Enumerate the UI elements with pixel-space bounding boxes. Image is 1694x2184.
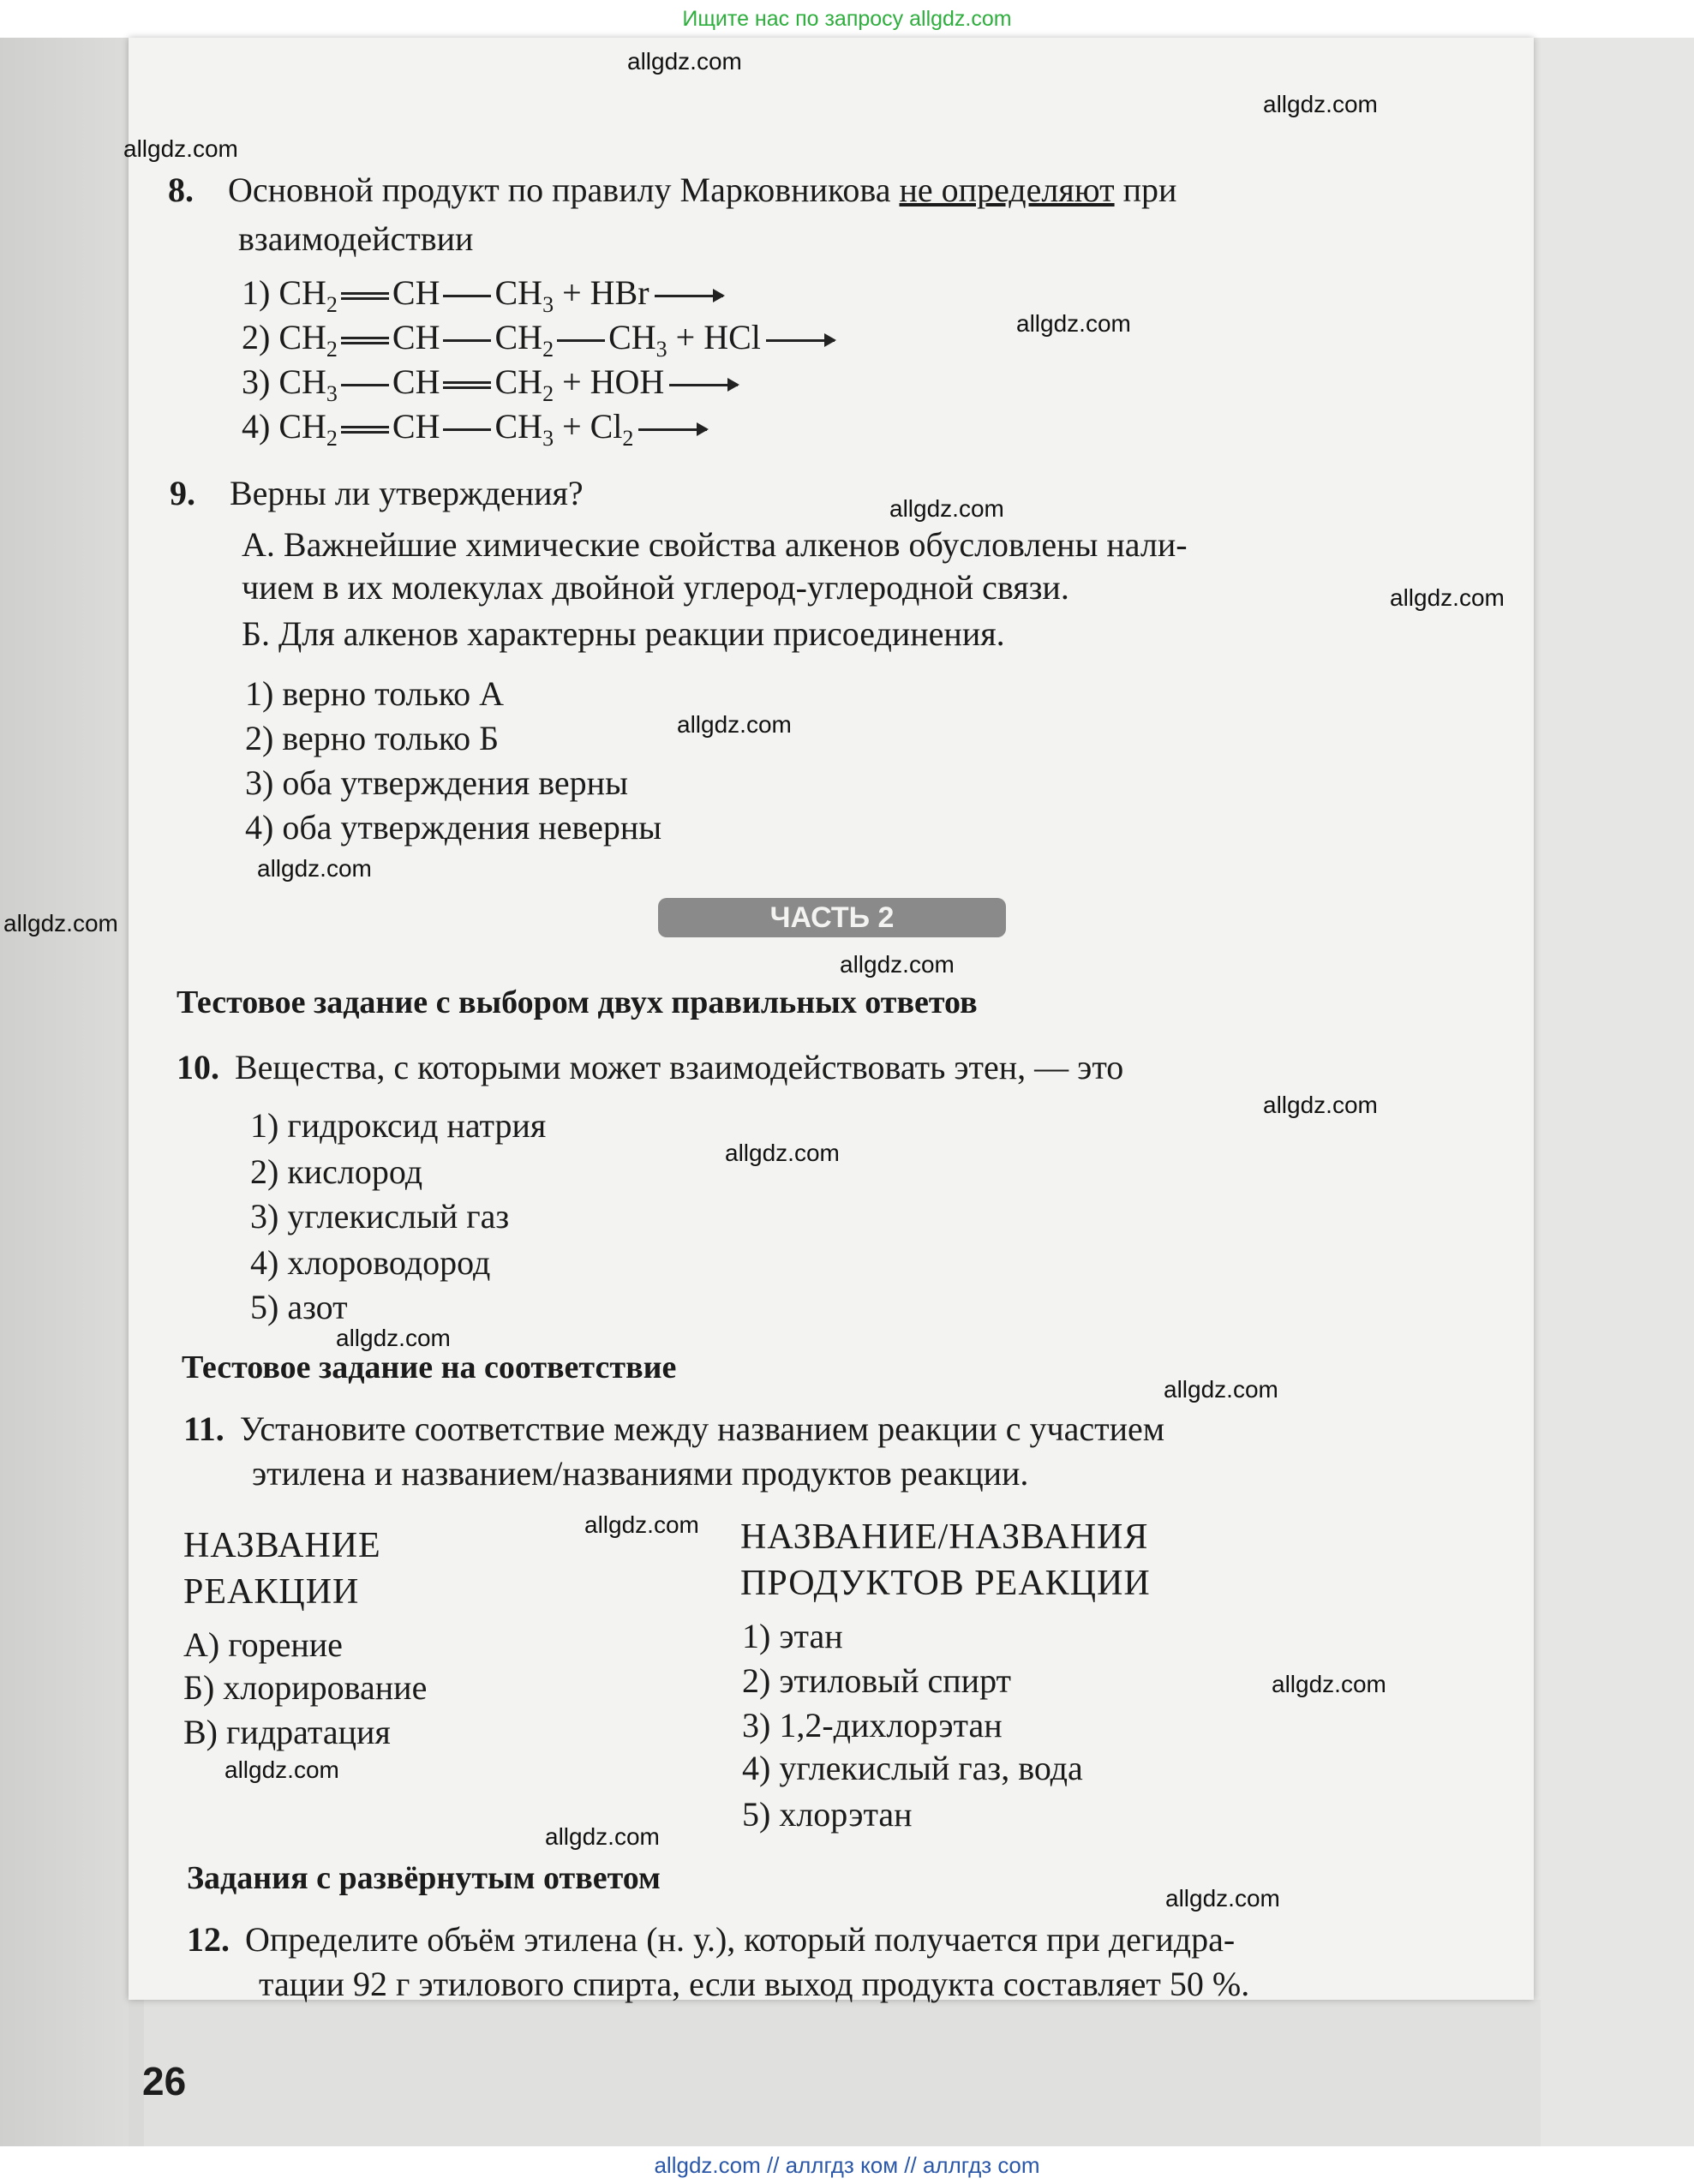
q8-text-c: взаимодействии — [238, 219, 474, 258]
q10-option: 4) хлороводород — [250, 1243, 491, 1282]
watermark: allgdz.com — [336, 1325, 451, 1351]
q11-left-item: В) гидратация — [183, 1713, 391, 1751]
q8-number: 8. — [168, 171, 194, 209]
q11-text-1: Установите соответствие между названием реакции с участием — [239, 1409, 1165, 1448]
q11 — [183, 1409, 1164, 1449]
q9-number: 9. — [170, 474, 195, 512]
q9-option: 1) верно только А — [245, 674, 505, 713]
q12 — [187, 1919, 1235, 1960]
q11-left-header-2: РЕАКЦИИ — [183, 1572, 360, 1612]
q9-option: 2) верно только Б — [245, 719, 500, 757]
watermark: allgdz.com — [224, 1756, 339, 1783]
q12-text-2: тации 92 г этилового спирта, если выход продукта составляет 50 %. — [259, 1965, 1250, 2003]
q9-statement-a-1: А. Важнейшие химические свойства алкенов обусловлены нали- — [242, 525, 1188, 564]
watermark: allgdz.com — [123, 135, 238, 162]
q11-left-header-1: НАЗВАНИЕ — [183, 1526, 381, 1565]
arrow-icon — [669, 384, 738, 386]
underlying-page — [1534, 38, 1694, 2146]
q8-option-4-reagent: + Cl — [554, 407, 623, 446]
q11-right-item: 2) этиловый спирт — [742, 1661, 1012, 1700]
q9-statement-a-2: чием в их молекулах двойной углерод-углеродной связи. — [242, 568, 1069, 607]
q8-option-1-label: 1) — [242, 273, 279, 312]
page-shadow — [0, 38, 129, 2146]
q9-statement-b: Б. Для алкенов характерны реакции присоединения. — [242, 614, 1005, 653]
arrow-icon — [638, 428, 707, 431]
q10-option: 5) азот — [250, 1288, 348, 1326]
watermark: allgdz.com — [1390, 584, 1505, 611]
q10-number: 10. — [177, 1048, 219, 1086]
watermark: allgdz.com — [725, 1140, 840, 1166]
watermark: allgdz.com — [3, 910, 118, 936]
q12-number: 12. — [187, 1920, 230, 1959]
q11-left-item: А) горение — [183, 1625, 343, 1664]
watermark: allgdz.com — [627, 48, 742, 75]
watermark: allgdz.com — [1272, 1671, 1386, 1697]
watermark: allgdz.com — [840, 951, 955, 978]
page-number: 26 — [142, 2059, 187, 2103]
watermark: allgdz.com — [584, 1511, 699, 1538]
q8-text-b: при — [1114, 171, 1177, 209]
q8-option-3-label: 3) — [242, 362, 279, 401]
arrow-icon — [655, 295, 723, 297]
section-two-answers: Тестовое задание с выбором двух правильных ответов — [177, 984, 978, 1020]
q8-option-2-reagent: + HCl — [667, 318, 761, 356]
section-open-answer: Задания с развёрнутым ответом — [187, 1860, 661, 1896]
q8-option-3: 3) $CH_3$ CH $CH_2$ + HOH — [242, 362, 738, 407]
q8-option-2-label: 2) — [242, 318, 279, 356]
q9-question: Верны ли утверждения? — [230, 474, 584, 512]
watermark: allgdz.com — [257, 855, 372, 882]
part-2-badge: ЧАСТЬ 2 — [658, 898, 1006, 937]
q11-number: 11. — [183, 1409, 224, 1448]
sheet-lower-edge — [144, 2000, 1541, 2146]
q8-underlined: не определяют — [899, 171, 1115, 209]
q8-option-1: 1) $CH_2$ CH $CH_3$ + HBr — [242, 272, 723, 318]
q9-option: 4) оба утверждения неверны — [245, 808, 662, 847]
watermark: allgdz.com — [889, 495, 1004, 522]
q10 — [177, 1047, 1123, 1087]
watermark: allgdz.com — [545, 1823, 660, 1850]
watermark: allgdz.com — [1164, 1376, 1278, 1403]
q11-right-item: 5) хлорэтан — [742, 1795, 913, 1834]
q11-left-item: Б) хлорирование — [183, 1668, 428, 1707]
watermark: allgdz.com — [677, 711, 792, 738]
q10-option: 2) кислород — [250, 1152, 423, 1191]
q8-option-2: 2) $CH_2$ CH $CH_2$ $CH_3$ + HCl — [242, 317, 835, 362]
watermark: allgdz.com — [1016, 310, 1131, 337]
watermark: allgdz.com — [1263, 91, 1378, 117]
arrow-icon — [766, 339, 835, 342]
q8-option-3-reagent: + HOH — [554, 362, 665, 401]
q12-text-1: Определите объём этилена (н. у.), который получается при дегидра- — [245, 1920, 1236, 1959]
watermark: allgdz.com — [1263, 1092, 1378, 1118]
q8-option-4-label: 4) — [242, 407, 279, 446]
q11-right-item: 4) углекислый газ, вода — [742, 1749, 1083, 1787]
q10-option: 1) гидроксид натрия — [250, 1106, 547, 1145]
watermark: allgdz.com — [1165, 1885, 1280, 1912]
bottom-banner[interactable]: allgdz.com // аллгдз ком // аллгдз com — [0, 2146, 1694, 2184]
q10-question: Вещества, с которыми может взаимодействовать этен, — это — [235, 1048, 1124, 1086]
q8-text-a: Основной продукт по правилу Марковникова — [228, 171, 900, 209]
top-banner[interactable]: Ищите нас по запросу allgdz.com — [0, 0, 1694, 38]
q11-right-header-1: НАЗВАНИЕ/НАЗВАНИЯ — [740, 1517, 1149, 1557]
q11-text-2: этилена и названием/названиями продуктов реакции. — [252, 1454, 1029, 1493]
q8-option-4: 4) $CH_2$ CH $CH_3 + Cl_2$ — [242, 406, 707, 452]
q8-option-1-reagent: + HBr — [554, 273, 649, 312]
section-matching: Тестовое задание на соответствие — [182, 1349, 677, 1385]
q11-right-item: 1) этан — [742, 1617, 843, 1655]
q9 — [170, 473, 584, 513]
q9-option: 3) оба утверждения верны — [245, 763, 628, 802]
q11-right-header-2: ПРОДУКТОВ РЕАКЦИИ — [740, 1564, 1151, 1603]
q8 — [168, 170, 1176, 210]
q10-option: 3) углекислый газ — [250, 1197, 510, 1236]
q11-right-item: 3) 1,2-дихлорэтан — [742, 1706, 1003, 1744]
